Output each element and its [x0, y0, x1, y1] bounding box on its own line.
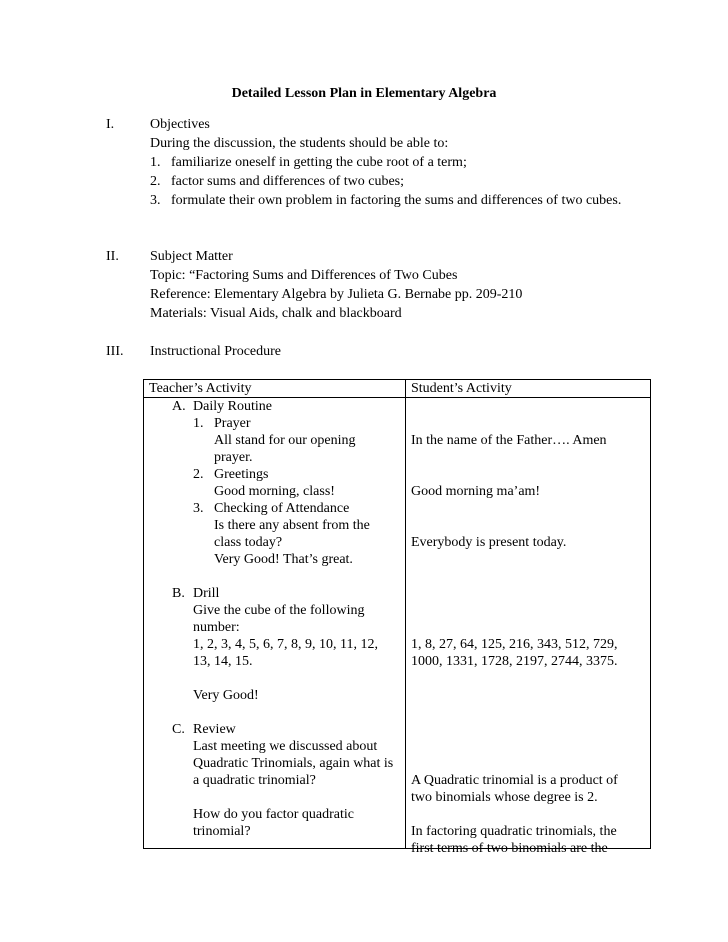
student-response-drill-1: 1, 8, 27, 64, 125, 216, 343, 512, 729, — [411, 637, 618, 652]
prayer-line-1: All stand for our opening — [214, 433, 356, 448]
subject-reference: Reference: Elementary Algebra by Julieta G. Bernabe pp. 209-210 — [150, 287, 523, 302]
drill-line-1: Give the cube of the following — [193, 603, 365, 618]
student-response-drill-2: 1000, 1331, 1728, 2197, 2744, 3375. — [411, 654, 618, 669]
student-response-factor-2: first terms of two binomials are the — [411, 841, 608, 856]
attendance-number: 3. — [193, 501, 204, 516]
section-heading-procedure: Instructional Procedure — [150, 344, 282, 359]
student-response-prayer: In the name of the Father…. Amen — [411, 433, 607, 448]
student-response-greeting: Good morning ma’am! — [411, 484, 541, 499]
section-numeral-procedure: III. — [106, 344, 124, 359]
prayer-title: Prayer — [214, 416, 251, 431]
student-activity-cell — [406, 398, 651, 856]
part-b-title: Drill — [193, 586, 220, 601]
part-b-label: B. — [172, 586, 185, 601]
page-title: Detailed Lesson Plan in Elementary Algebra — [231, 86, 497, 101]
attendance-line-3: Very Good! That’s great. — [214, 552, 353, 567]
greetings-line-1: Good morning, class! — [214, 484, 335, 499]
subject-topic: Topic: “Factoring Sums and Differences of Two Cubes — [150, 268, 458, 283]
review-line-5: trinomial? — [193, 824, 251, 839]
header-student-activity: Student’s Activity — [406, 380, 651, 398]
teacher-activity-cell — [144, 398, 406, 849]
student-response-review-1: A Quadratic trinomial is a product of — [411, 773, 618, 788]
review-line-4: How do you factor quadratic — [193, 807, 354, 822]
student-response-attendance: Everybody is present today. — [411, 535, 567, 550]
objective-text-1: familiarize oneself in getting the cube root of a term; — [171, 155, 467, 170]
drill-line-3: 1, 2, 3, 4, 5, 6, 7, 8, 9, 10, 11, 12, — [193, 637, 378, 652]
drill-line-2: number: — [193, 620, 240, 635]
objective-number-3: 3. — [150, 193, 161, 208]
review-line-2: Quadratic Trinomials, again what is — [193, 756, 394, 771]
section-numeral-objectives: I. — [106, 117, 115, 132]
procedure-table — [143, 379, 651, 856]
drill-line-4: 13, 14, 15. — [193, 654, 253, 669]
prayer-line-2: prayer. — [214, 450, 253, 465]
header-teacher-activity: Teacher’s Activity — [144, 380, 406, 398]
objective-text-3: formulate their own problem in factoring the sums and differences of two cubes. — [171, 193, 622, 208]
objective-text-2: factor sums and differences of two cubes; — [171, 174, 404, 189]
objective-number-1: 1. — [150, 155, 161, 170]
review-line-3: a quadratic trinomial? — [193, 773, 316, 788]
table-header-row — [144, 380, 651, 398]
part-a-title: Daily Routine — [193, 399, 272, 414]
section-numeral-subject: II. — [106, 249, 119, 264]
attendance-title: Checking of Attendance — [214, 501, 350, 516]
student-response-factor-1: In factoring quadratic trinomials, the — [411, 824, 617, 839]
drill-line-5: Very Good! — [193, 688, 259, 703]
section-heading-objectives: Objectives — [150, 117, 210, 132]
attendance-line-1: Is there any absent from the — [214, 518, 370, 533]
prayer-number: 1. — [193, 416, 204, 431]
part-c-title: Review — [193, 722, 236, 737]
subject-materials: Materials: Visual Aids, chalk and blackboard — [150, 306, 402, 321]
section-heading-subject: Subject Matter — [150, 249, 233, 264]
review-line-1: Last meeting we discussed about — [193, 739, 378, 754]
greetings-title: Greetings — [214, 467, 269, 482]
part-a-label: A. — [172, 399, 186, 414]
objective-number-2: 2. — [150, 174, 161, 189]
objectives-intro: During the discussion, the students should be able to: — [150, 136, 449, 151]
student-response-review-2: two binomials whose degree is 2. — [411, 790, 598, 805]
table-row — [144, 398, 651, 849]
attendance-line-2: class today? — [214, 535, 283, 550]
part-c-label: C. — [172, 722, 185, 737]
greetings-number: 2. — [193, 467, 204, 482]
